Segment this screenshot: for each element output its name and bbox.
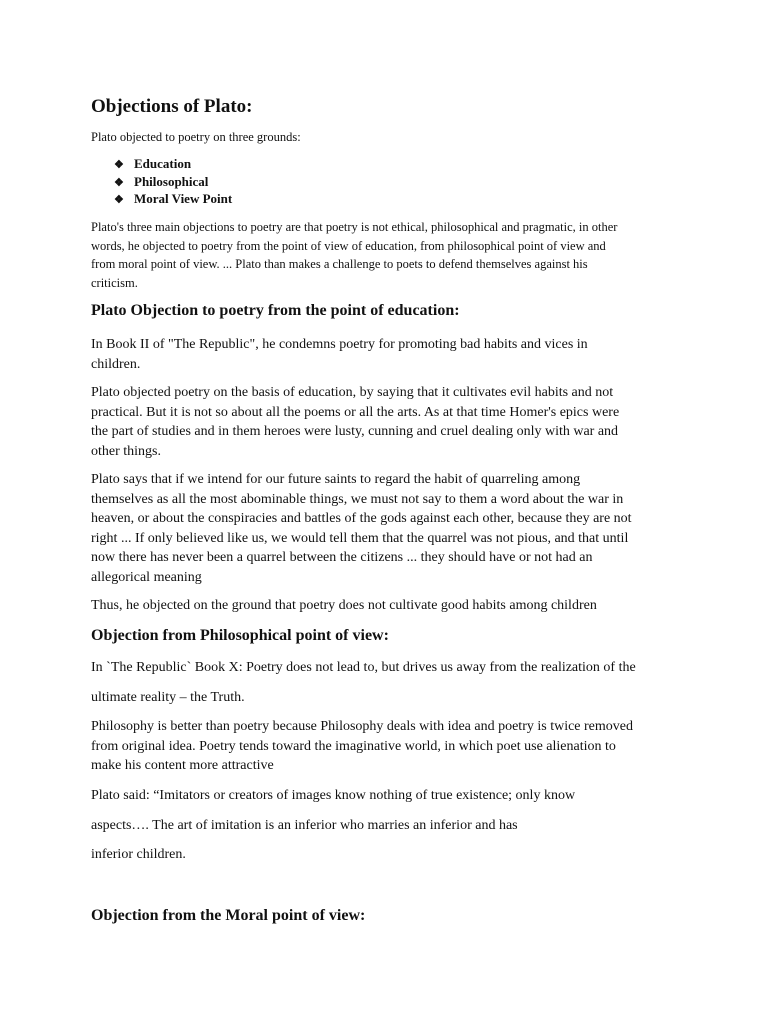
diamond-bullet-icon: ❖	[114, 194, 124, 206]
page-title: Objections of Plato:	[91, 96, 253, 117]
plato-quote-line-1: Plato said: “Imitators or creators of images know nothing of true existence; only know	[91, 788, 576, 803]
section-heading-moral: Objection from the Moral point of view:	[91, 907, 366, 924]
philosophical-paragraph-1: In `The Republic` Book X: Poetry does not lead to, but drives us away from the realization of the	[91, 660, 636, 675]
education-paragraph-1: In Book II of "The Republic", he condemns poetry for promoting bad habits and vices in children.	[91, 337, 588, 372]
diamond-bullet-icon: ❖	[114, 177, 124, 189]
education-paragraph-3: Plato says that if we intend for our future saints to regard the habit of quarreling among themselves as all the most abominable things, we must not say to them a word about the war in heaven, or about the conspiracies and battles of the gods against each other, because they are not right ... If only believed like us, we would tell them that the quarrel was not pious, and that until now there has never been a quarrel between the citizens ... they should have or not had an allegorical meaning	[91, 472, 632, 585]
diamond-bullet-icon: ❖	[114, 159, 124, 171]
section-heading-philosophical: Objection from Philosophical point of view:	[91, 627, 389, 644]
plato-quote-line-3: inferior children.	[91, 847, 186, 862]
intro-text: Plato objected to poetry on three grounds:	[91, 130, 301, 144]
philosophical-paragraph-3: Philosophy is better than poetry because Philosophy deals with idea and poetry is twice removed from original idea. Poetry tends toward the imaginative world, in which poet use alienation to make his content more attractive	[91, 719, 633, 773]
list-item: ❖ Philosophical	[114, 174, 209, 189]
list-item: ❖ Moral View Point	[114, 191, 233, 206]
list-item: ❖ Education	[114, 156, 192, 171]
philosophical-paragraph-2: ultimate reality – the Truth.	[91, 690, 245, 705]
education-paragraph-2: Plato objected poetry on the basis of education, by saying that it cultivates evil habits and not practical. But it is not so about all the poems or all the arts. As at that time Homer's epics were the part of studies and in them heroes were lusty, cunning and cruel dealing only with war and other things.	[91, 385, 620, 459]
section-heading-education: Plato Objection to poetry from the point of education:	[91, 302, 460, 319]
summary-paragraph: Plato's three main objections to poetry are that poetry is not ethical, philosophical and pragmatic, in other words, he objected to poetry from the point of view of education, from philosophical point of view and from moral point of view. ... Plato than makes a challenge to poets to defend themselves against his criticism.	[91, 220, 618, 290]
plato-quote-line-2: aspects…. The art of imitation is an inferior who marries an inferior and has	[91, 818, 518, 833]
education-conclusion: Thus, he objected on the ground that poetry does not cultivate good habits among children	[91, 598, 597, 613]
